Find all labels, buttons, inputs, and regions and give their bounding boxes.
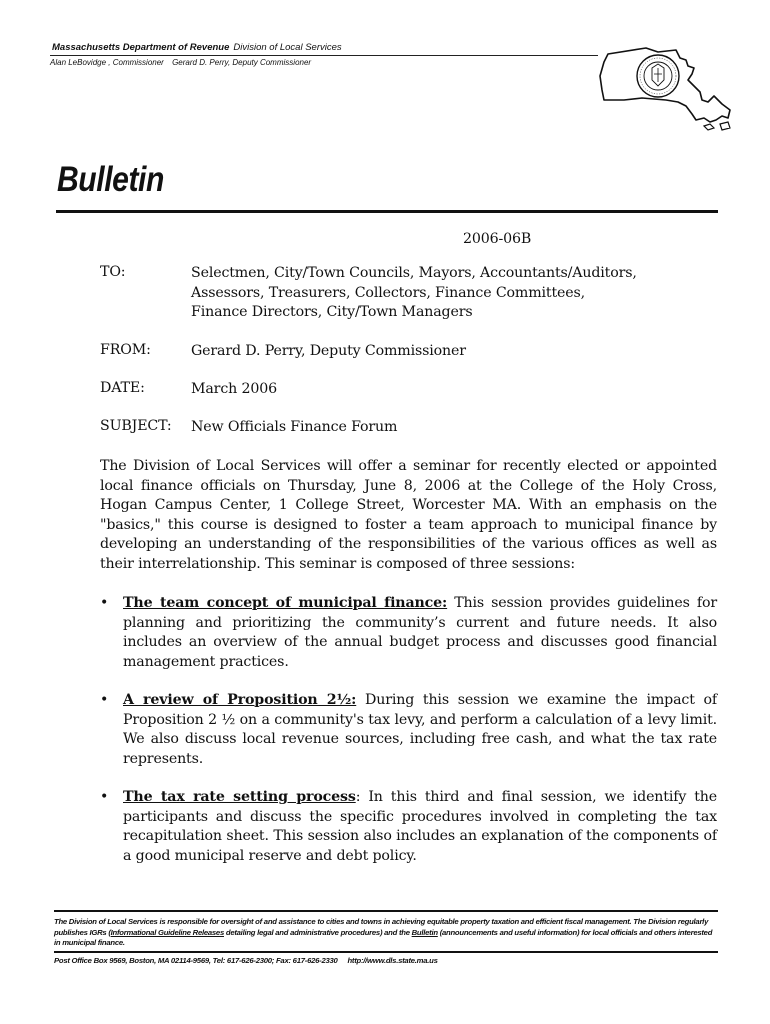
subject-value: New Officials Finance Forum	[191, 419, 398, 435]
session-list	[100, 594, 717, 885]
to-line: Assessors, Treasurers, Collectors, Finance Committees,	[191, 284, 585, 301]
title-rule	[56, 210, 718, 213]
session-title: The tax rate setting process	[123, 789, 356, 805]
intro-paragraph: The Division of Local Services will offer a seminar for recently elected or appointed local finance officials on Thursday, June 8, 2006 at the College of the Holy Cross, Hogan Campus Center, 1 College Street, Worcester MA. With an emphasis on the "basics," this course is designed to foster a team approach to municipal finance by developing an understanding of the responsibilities of the various offices as well as their interrelationship. This seminar is composed of three sessions:	[100, 458, 717, 572]
bulletin-number: 2006-06B	[463, 231, 532, 247]
session-item	[100, 788, 717, 866]
session-title: A review of Proposition 2½:	[123, 692, 357, 708]
department-name: Massachusetts Department of Revenue	[52, 42, 230, 53]
session-title: The team concept of municipal finance:	[123, 595, 448, 611]
igr-link[interactable]: Informational Guideline Releases	[110, 927, 224, 937]
footer-contact	[54, 956, 438, 965]
document-title: Bulletin	[57, 160, 164, 199]
letterhead-officials	[50, 58, 311, 67]
to-label: TO:	[100, 264, 126, 280]
division-name: Division of Local Services	[233, 42, 342, 53]
bullet-marker: •	[100, 692, 109, 708]
from-label: FROM:	[100, 342, 151, 358]
session-item	[100, 691, 717, 769]
date-label: DATE:	[100, 380, 145, 396]
date-value: March 2006	[191, 381, 277, 397]
deputy-commissioner-name: Gerard D. Perry, Deputy Commissioner	[172, 58, 312, 67]
footer-top-rule	[54, 910, 718, 912]
subject-label: SUBJECT:	[100, 418, 172, 434]
bullet-marker: •	[100, 789, 109, 805]
bullet-marker: •	[100, 595, 109, 611]
to-line: Selectmen, City/Town Councils, Mayors, Accountants/Auditors,	[191, 265, 637, 281]
session-description: : In this third and final session, we identify the participants and discuss the specific procedures involved in completing the tax recapitulation sheet. This session also includes an explanation of the components of a good municipal reserve and debt policy.	[123, 789, 717, 864]
footer-mission-statement	[54, 917, 718, 949]
session-item	[100, 594, 717, 672]
from-value: Gerard D. Perry, Deputy Commissioner	[191, 343, 466, 359]
footer-text: detailing legal and administrative procedures) and the	[223, 927, 412, 937]
footer-text: The Division of Local Services is responsible for oversight of and assistance to cities and towns in achieving equitable property taxation and efficient fiscal management. The Division regularly publishes IGRs (	[54, 917, 709, 937]
commissioner-name: Alan LeBovidge , Commissioner	[50, 58, 164, 67]
website-link[interactable]: http://www.dls.state.ma.us	[347, 956, 438, 965]
bulletin-link[interactable]: Bulletin	[411, 927, 438, 937]
footer-text: (announcements and useful information) for local officials and others interested in municipal finance.	[54, 927, 713, 947]
footer-bottom-rule	[54, 951, 718, 953]
session-description: During this session we examine the impact of Proposition 2 ½ on a community's tax levy, and perform a calculation of a levy limit. We also discuss local revenue sources, including free cash, and what the tax rate represents.	[123, 692, 717, 767]
session-description: This session provides guidelines for planning and prioritizing the community’s current and future needs. It also includes an overview of the annual budget process and discusses good financial management practices.	[123, 595, 717, 670]
massachusetts-map-icon	[596, 40, 734, 132]
letterhead-rule	[50, 55, 598, 56]
to-recipients	[191, 264, 637, 323]
to-line: Finance Directors, City/Town Managers	[191, 304, 473, 320]
letterhead-agency	[52, 42, 342, 53]
mailing-address: Post Office Box 9569, Boston, MA 02114-9569, Tel: 617-626-2300; Fax: 617-626-2330	[54, 956, 338, 965]
